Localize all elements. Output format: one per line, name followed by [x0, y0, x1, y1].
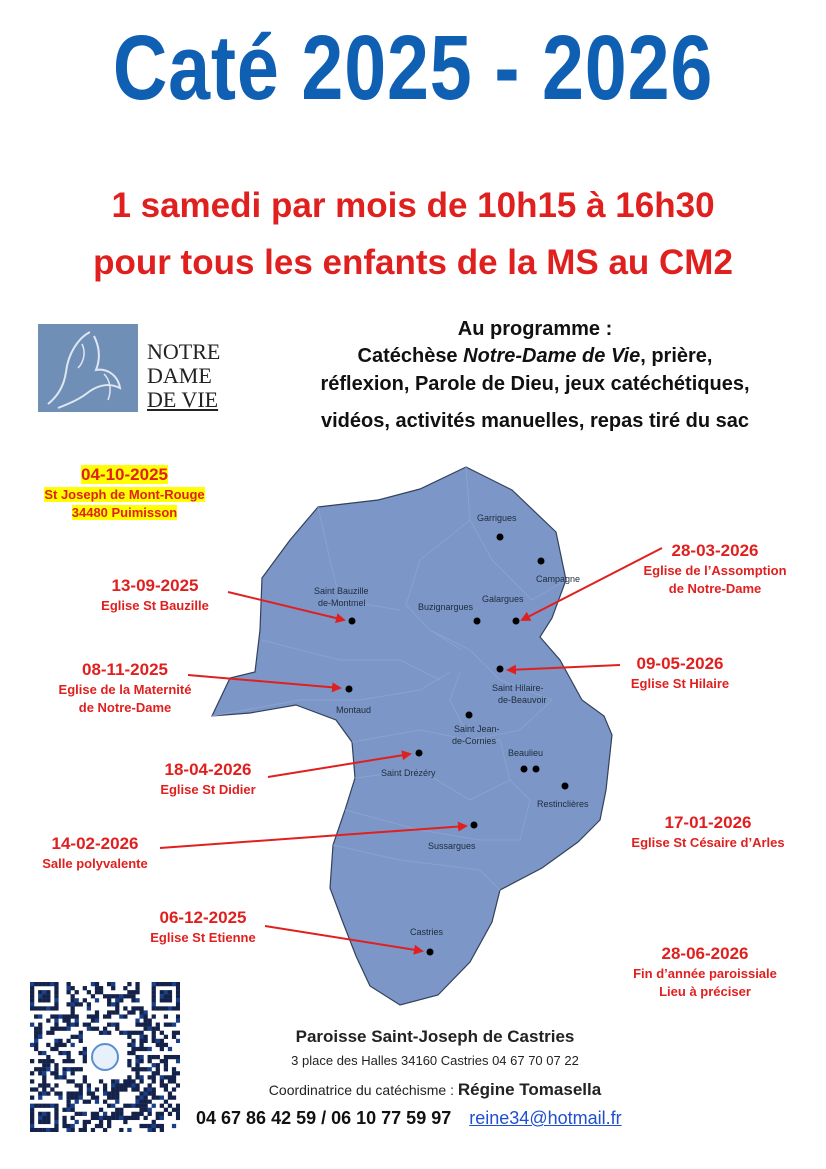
dot-castries: [427, 949, 434, 956]
event-place-1: Eglise St Bauzille: [101, 598, 209, 613]
event-date: 14-02-2026: [51, 834, 139, 853]
dot-saint-drezery: [416, 750, 423, 757]
map-label-montaud: Montaud: [336, 705, 372, 715]
dot-saint-jean: [466, 712, 473, 719]
event-17-01-2026: [608, 812, 808, 852]
event-place-1: Salle polyvalente: [42, 856, 148, 871]
event-28-06-2026: [605, 943, 805, 1001]
map-label-beaulieu: Beaulieu: [508, 748, 544, 758]
map-label-saint-hilaire-1: Saint Hilaire-: [492, 683, 544, 693]
dot-garrigues: [497, 534, 504, 541]
map-label-saint-jean-1: Saint Jean-: [454, 724, 500, 734]
event-14-02-2026: [0, 833, 190, 873]
event-04-10-2025: [12, 464, 237, 522]
map-label-sussargues: Sussargues: [428, 841, 476, 851]
map-label-galargues: Galargues: [482, 594, 524, 604]
logo-text-line-2: DAME: [147, 363, 212, 388]
dot-galargues: [513, 618, 520, 625]
coordinator: [215, 1080, 655, 1100]
event-place-2: de Notre-Dame: [78, 700, 172, 715]
logo-text-line-1: NOTRE: [147, 339, 221, 364]
dot-buzignargues: [474, 618, 481, 625]
event-date: 13-09-2025: [111, 576, 199, 595]
event-13-09-2025: [50, 575, 260, 615]
map-label-buzignargues: Buzignargues: [418, 602, 474, 612]
dot-saint-bauzille: [349, 618, 356, 625]
programme-heading: Au programme :: [457, 318, 613, 340]
map-label-saint-bauzille-2: de-Montmel: [318, 598, 366, 608]
event-place-2: de Notre-Dame: [668, 581, 762, 596]
programme-line-3: vidéos, activités manuelles, repas tiré du sac: [321, 410, 749, 432]
event-place-1: Eglise St Hilaire: [630, 676, 730, 691]
event-date: 17-01-2026: [664, 813, 752, 832]
dot-restinclieres: [562, 783, 569, 790]
map-label-saint-jean-2: de-Cornies: [452, 736, 497, 746]
map-label-saint-drezery: Saint Drézéry: [381, 768, 436, 778]
event-28-03-2026: [615, 540, 815, 598]
event-place-1: Eglise St Didier: [160, 782, 256, 797]
event-date: 06-12-2025: [159, 908, 247, 927]
programme-line-1-a: Catéchèse: [357, 345, 464, 367]
event-date: 28-06-2026: [661, 944, 749, 963]
coordinator-label: Coordinatrice du catéchisme :: [268, 1082, 458, 1098]
logo-text-line-3: DE VIE: [147, 387, 219, 412]
event-date: 18-04-2026: [164, 760, 252, 779]
dot-sussargues: [471, 822, 478, 829]
event-place-1: Eglise St Etienne: [150, 930, 256, 945]
dot-beaulieu-1: [521, 766, 528, 773]
coordinator-name: Régine Tomasella: [457, 1080, 602, 1099]
event-date: 28-03-2026: [671, 541, 759, 560]
map-label-restinclieres: Restinclières: [537, 799, 589, 809]
event-08-11-2025: [20, 659, 230, 717]
event-place-1: Fin d’année paroissiale: [633, 966, 777, 981]
qr-code[interactable]: [30, 982, 180, 1132]
event-06-12-2025: [98, 907, 308, 947]
dot-saint-hilaire: [497, 666, 504, 673]
event-place-2: Lieu à préciser: [659, 984, 751, 999]
map-label-castries: Castries: [410, 927, 444, 937]
event-date: 09-05-2026: [636, 654, 724, 673]
email-link[interactable]: reine34@hotmail.fr: [469, 1108, 622, 1128]
dot-beaulieu-2: [533, 766, 540, 773]
event-place-1: Eglise St Césaire d’Arles: [631, 835, 785, 850]
parish-name: Paroisse Saint-Joseph de Castries: [295, 1027, 575, 1046]
subtitle-line-1: 1 samedi par mois de 10h15 à 16h30: [111, 186, 715, 225]
dot-campagne: [538, 558, 545, 565]
parish-address: 3 place des Halles 34160 Castries 04 67 70 07 22: [291, 1053, 579, 1068]
event-date: 04-10-2025: [81, 465, 168, 484]
programme-line-2: réflexion, Parole de Dieu, jeux catéchétiques,: [320, 373, 750, 395]
programme-line-1-c: , prière,: [640, 345, 713, 367]
event-18-04-2026: [103, 759, 313, 799]
event-09-05-2026: [580, 653, 780, 693]
event-place-2: 34480 Puimisson: [71, 505, 178, 520]
map-label-saint-bauzille-1: Saint Bauzille: [314, 586, 369, 596]
map-label-campagne: Campagne: [536, 574, 581, 584]
event-place-1: St Joseph de Mont-Rouge: [44, 487, 205, 502]
page-title: Caté 2025 - 2026: [112, 17, 714, 119]
event-place-1: Eglise de la Maternité: [58, 682, 192, 697]
event-date: 08-11-2025: [81, 660, 169, 679]
dot-montaud: [346, 686, 353, 693]
programme-notre-dame-de-vie: Notre-Dame de Vie: [463, 345, 641, 367]
contact-line: [196, 1108, 716, 1129]
map-label-saint-hilaire-2: de-Beauvoir: [498, 695, 547, 705]
map-label-garrigues: Garrigues: [477, 513, 517, 523]
phone-numbers: 04 67 86 42 59 / 06 10 77 59 97: [196, 1108, 452, 1128]
subtitle-line-2: pour tous les enfants de la MS au CM2: [93, 243, 733, 282]
event-place-1: Eglise de l’Assomption: [643, 563, 787, 578]
